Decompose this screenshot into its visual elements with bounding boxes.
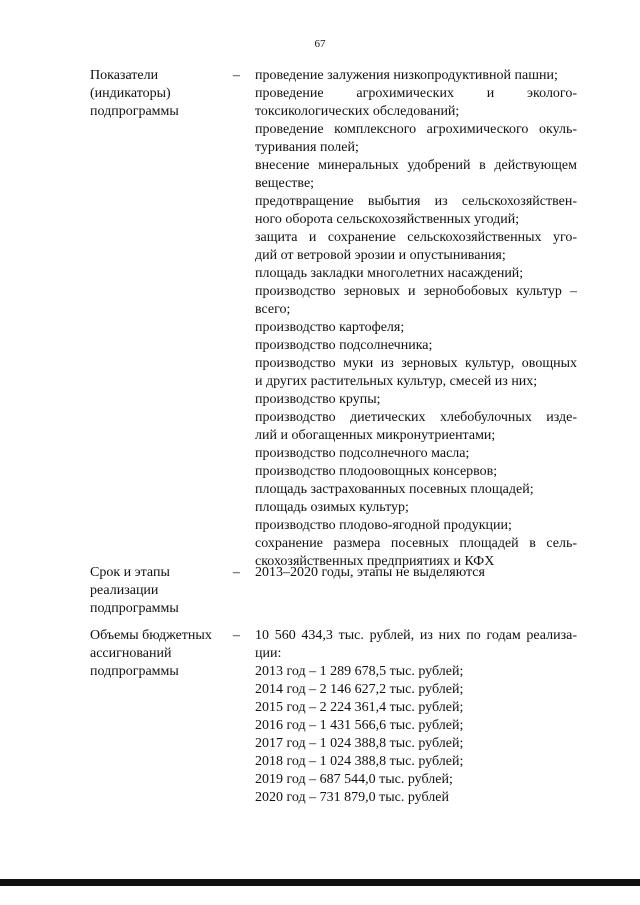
content-line: производство подсолнечного масла; [255, 446, 470, 461]
section-label-line: подпрограммы [90, 664, 179, 679]
section-label-line: Показатели [90, 68, 159, 83]
content-line: лий и обогащенных микронутриентами; [255, 428, 496, 443]
content-line: внесение минеральных удобрений в действующем [255, 158, 577, 173]
content-line: токсикологических обследований; [255, 104, 460, 119]
section-dash: – [233, 565, 240, 580]
section-content [255, 627, 577, 807]
page-bottom-rule [0, 879, 640, 886]
section-dash: – [233, 68, 240, 83]
section-label [90, 564, 230, 618]
content-line: производство плодоовощных консервов; [255, 464, 498, 479]
content-line: веществе; [255, 176, 315, 191]
content-line: 2017 год – 1 024 388,8 тыс. рублей; [255, 736, 464, 751]
content-line: площадь застрахованных посевных площадей; [255, 482, 534, 497]
section-label-line: (индикаторы) [90, 86, 171, 101]
section-label [90, 67, 230, 121]
content-line: 2020 год – 731 879,0 тыс. рублей [255, 790, 449, 805]
section-label-line: Срок и этапы [90, 565, 170, 580]
section-label [90, 627, 230, 681]
section-content [255, 564, 577, 582]
content-line: 2018 год – 1 024 388,8 тыс. рублей; [255, 754, 464, 769]
content-line: производство крупы; [255, 392, 381, 407]
content-line: площадь закладки многолетних насаждений; [255, 266, 524, 281]
content-line: проведение комплексного агрохимического окуль- [255, 122, 577, 137]
content-line: и других растительных культур, смесей из них; [255, 374, 538, 389]
page-number: 67 [314, 38, 326, 50]
content-line: туривания полей; [255, 140, 359, 155]
content-line: сохранение размера посевных площадей в сель- [255, 536, 577, 551]
content-line: 2019 год – 687 544,0 тыс. рублей; [255, 772, 453, 787]
content-line: 2013–2020 годы, этапы не выделяются [255, 565, 485, 580]
section-label-line: подпрограммы [90, 104, 179, 119]
content-line: скохозяйственных предприятиях и КФХ [255, 554, 495, 569]
content-line: всего; [255, 302, 291, 317]
content-line: производство диетических хлебобулочных изде- [255, 410, 577, 425]
content-line: 2013 год – 1 289 678,5 тыс. рублей; [255, 664, 464, 679]
section-label-line: ассигнований [90, 646, 172, 661]
content-line: производство муки из зерновых культур, овощных [255, 356, 577, 371]
content-line: дий от ветровой эрозии и опустынивания; [255, 248, 506, 263]
content-line: площадь озимых культур; [255, 500, 409, 515]
content-line: проведение залужения низкопродуктивной пашни; [255, 68, 558, 83]
content-line: производство картофеля; [255, 320, 405, 335]
content-line: ции: [255, 646, 282, 661]
content-line: 2014 год – 2 146 627,2 тыс. рублей; [255, 682, 464, 697]
section-label-line: реализации [90, 583, 159, 598]
content-line: защита и сохранение сельскохозяйственных уго- [255, 230, 577, 245]
content-line: ного оборота сельскохозяйственных угодий; [255, 212, 520, 227]
content-line: 10 560 434,3 тыс. рублей, из них по годам реализа- [255, 628, 577, 643]
section-dash: – [233, 628, 240, 643]
content-line: 2015 год – 2 224 361,4 тыс. рублей; [255, 700, 464, 715]
content-line: производство плодово-ягодной продукции; [255, 518, 512, 533]
content-line: предотвращение выбытия из сельскохозяйствен- [255, 194, 577, 209]
section-label-line: подпрограммы [90, 601, 179, 616]
content-line: 2016 год – 1 431 566,6 тыс. рублей; [255, 718, 464, 733]
content-line: проведение агрохимических и эколого- [255, 86, 577, 101]
content-line: производство подсолнечника; [255, 338, 433, 353]
section-label-line: Объемы бюджетных [90, 628, 212, 643]
content-line: производство зерновых и зернобобовых культур – [255, 284, 577, 299]
section-content [255, 67, 577, 571]
